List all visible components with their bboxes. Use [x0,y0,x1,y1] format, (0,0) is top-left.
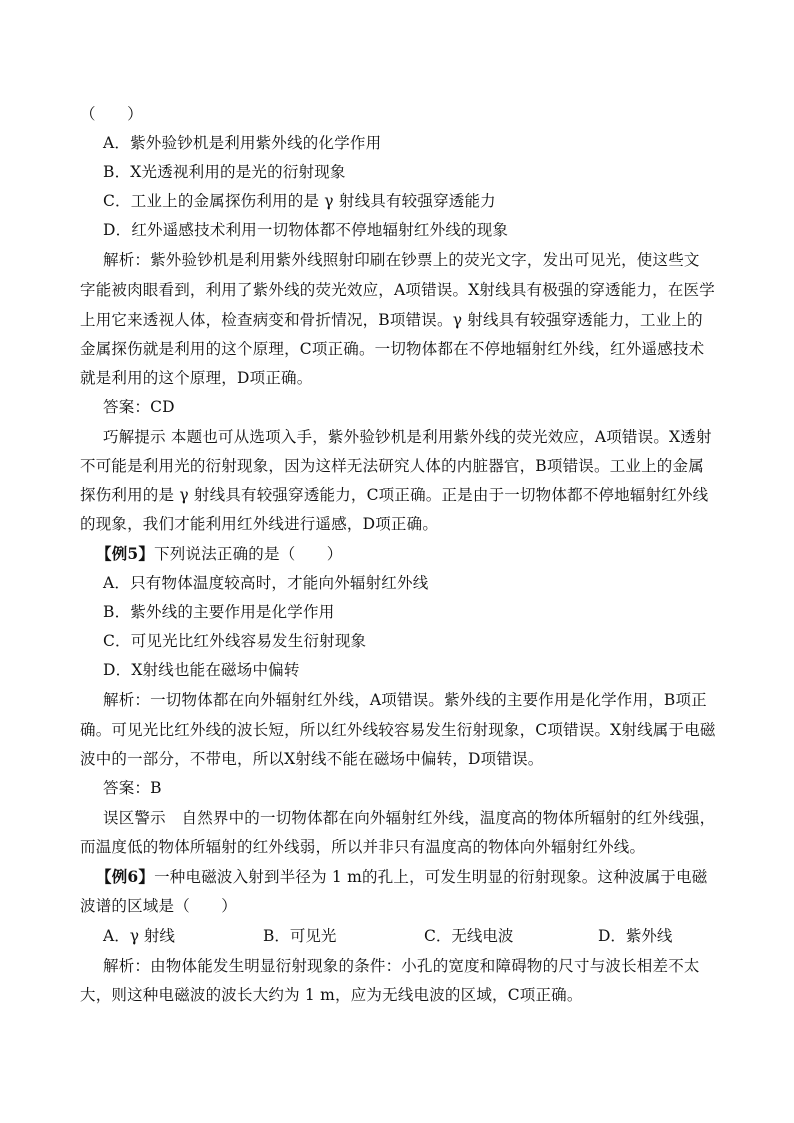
option-a: A．γ 射线 [103,927,175,945]
tip-line: 探伤利用的是 γ 射线具有较强穿透能力，C项正确。正是由于一切物体都不停地辐射红外线 [80,486,709,504]
analysis-line: 大，则这种电磁波的波长大约为 1 m，应为无线电波的区域，C项正确。 [80,986,583,1004]
example-label: 【例6】 [96,867,155,886]
option-c: C．可见光比红外线容易发生衍射现象 [103,632,367,650]
example-label: 【例5】 [96,544,155,563]
analysis-line: 解析：由物体能发生明显衍射现象的条件：小孔的宽度和障碍物的尺寸与波长相差不太 [103,957,700,975]
option-b: B．紫外线的主要作用是化学作用 [103,603,335,621]
tip-line: 的现象，我们才能利用红外线进行遥感，D项正确。 [80,515,439,533]
analysis-line: 解析：一切物体都在向外辐射红外线，A项错误。紫外线的主要作用是化学作用，B项正 [103,691,707,709]
example-6-title [96,867,707,887]
warning-line: 而温度低的物体所辐射的红外线弱，所以并非只有温度高的物体向外辐射红外线。 [80,838,646,856]
option-a: A．紫外验钞机是利用紫外线的化学作用 [103,134,382,152]
answer-line: 答案：CD [103,398,175,416]
example-text: 一种电磁波入射到半径为 1 m的孔上，可发生明显的衍射现象。这种波属于电磁 [154,868,708,886]
example-text: 下列说法正确的是（ ） [154,545,343,563]
option-b: B．可见光 [263,927,337,945]
option-b: B．X光透视利用的是光的衍射现象 [103,163,346,181]
analysis-line: 上用它来透视人体，检查病变和骨折情况，B项错误。γ 射线具有较强穿透能力，工业上的 [80,311,703,329]
option-d: D．X射线也能在磁场中偏转 [103,661,300,679]
option-c: C．工业上的金属探伤利用的是 γ 射线具有较强穿透能力 [103,192,496,210]
answer-line: 答案：B [103,779,162,797]
analysis-line: 字能被肉眼看到，利用了紫外线的荧光效应，A项错误。X射线具有极强的穿透能力，在医学 [80,281,715,299]
tip-line: 不可能是利用光的衍射现象，因为这样无法研究人体的内脏器官，B项错误。工业上的金属 [80,457,704,475]
analysis-line: 解析：紫外验钞机是利用紫外线照射印刷在钞票上的荧光文字，发出可见光，使这些文 [103,251,700,269]
question-bracket: （ ） [80,105,143,123]
example-5-title [96,544,343,564]
question-continuation: 波谱的区域是（ ） [80,897,238,915]
analysis-line: 金属探伤就是利用的这个原理，C项正确。一切物体都在不停地辐射红外线，红外遥感技术 [80,340,705,358]
warning-line: 误区警示 自然界中的一切物体都在向外辐射红外线，温度高的物体所辐射的红外线强， [103,809,716,827]
tip-line: 巧解提示 本题也可从选项入手，紫外验钞机是利用紫外线的荧光效应，A项错误。X透射 [103,428,712,446]
analysis-line: 就是利用的这个原理，D项正确。 [80,369,313,387]
analysis-line: 波中的一部分，不带电，所以X射线不能在磁场中偏转，D项错误。 [80,750,544,768]
option-c: C．无线电波 [424,927,514,945]
option-d: D．红外遥感技术利用一切物体都不停地辐射红外线的现象 [103,221,509,239]
option-d: D．紫外线 [598,927,673,945]
option-a: A．只有物体温度较高时，才能向外辐射红外线 [103,574,429,592]
analysis-line: 确。可见光比红外线的波长短，所以红外线较容易发生衍射现象，C项错误。X射线属于电磁 [80,721,716,739]
